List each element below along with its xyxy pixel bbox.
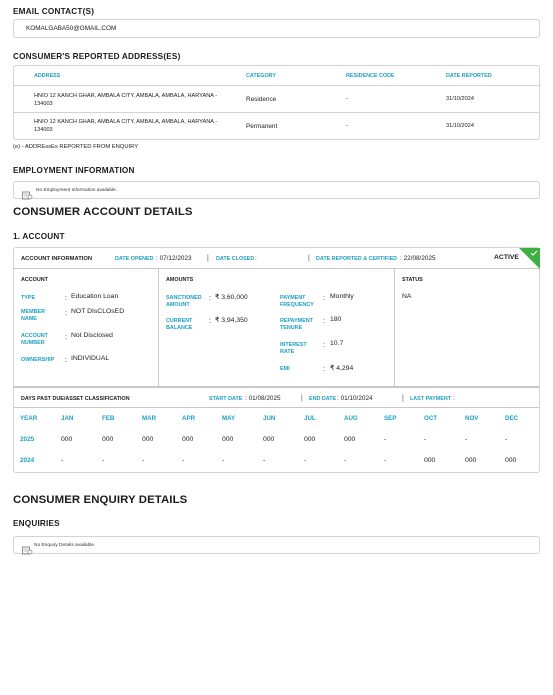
dpd-cell: 000: [102, 436, 114, 443]
dpd-cell: -: [182, 457, 185, 464]
dpd-year: 2025: [20, 436, 35, 443]
dpd-cell: -: [142, 457, 145, 464]
address-date: 31/10/2024: [446, 96, 474, 102]
dpd-cell: -: [384, 457, 387, 464]
dpd-cell: -: [263, 457, 266, 464]
dpd-cell: -: [505, 436, 508, 443]
current-balance-label: CURRENT BALANCE: [166, 318, 193, 331]
address-category: Residence: [246, 96, 277, 103]
address-table-header: [14, 66, 539, 86]
account-info-label: ACCOUNT INFORMATION: [21, 256, 93, 262]
month-header: JAN: [61, 415, 74, 422]
amounts-column-title: AMOUNTS: [166, 277, 194, 283]
amounts-column: AMOUNTS SANCTIONED AMOUNT : ₹ 3,60,000 CURRENT BALANCE : ₹ 3,94,350 PAYMENT FREQUENCY : Monthly REPAYMENT TENURE : 180 INTEREST RATE : 10.7 EMI : ₹ 4,294: [159, 269, 395, 386]
account-card: [13, 247, 540, 473]
enquiries-subtitle: ENQUIRIES: [13, 519, 60, 528]
address-residence-code: -: [346, 123, 348, 129]
status-badge: ACTIVE: [494, 254, 519, 261]
last-payment-label: LAST PAYMENT: [410, 396, 452, 402]
email-box: [13, 19, 540, 38]
month-header: JUN: [263, 415, 276, 422]
table-row: [14, 113, 539, 140]
dpd-year-row: [14, 457, 539, 467]
col-address: ADDRESS: [34, 73, 61, 79]
dpd-cell: 000: [263, 436, 275, 443]
month-header: APR: [182, 415, 196, 422]
start-date-label: START DATE: [209, 396, 243, 402]
dpd-year: 2024: [20, 457, 35, 464]
dpd-cell: -: [61, 457, 64, 464]
date-reported-label: DATE REPORTED & CERTIFIED: [316, 256, 398, 262]
account-column-title: ACCOUNT: [21, 277, 48, 283]
month-header: JUL: [304, 415, 316, 422]
ownership-label: OWNERSHIP: [21, 357, 55, 363]
emi-label: EMI: [280, 366, 290, 372]
start-date-value: 01/08/2025: [248, 395, 281, 402]
account-number-value: Not Disclosed: [71, 332, 113, 339]
month-header: YEAR: [20, 415, 38, 422]
month-header: SEP: [384, 415, 397, 422]
dpd-label: DAYS PAST DUE/ASSET CLASSIFICATION: [21, 396, 130, 402]
dpd-cell: 000: [182, 436, 194, 443]
dpd-cell: -: [102, 457, 105, 464]
document-empty-icon: [22, 542, 33, 560]
status-column: [395, 269, 539, 386]
dpd-cell: 000: [465, 457, 477, 464]
member-label: MEMBER NAME: [21, 309, 45, 322]
month-header: AUG: [344, 415, 358, 422]
email-section-title: EMAIL CONTACT(S): [13, 7, 95, 16]
dpd-cell: -: [424, 436, 427, 443]
sanctioned-label: SANCTIONED AMOUNT: [166, 295, 202, 308]
interest-rate-value: 10.7: [330, 340, 344, 347]
date-opened-value: 07/12/2023: [159, 255, 192, 262]
dpd-cell: 000: [304, 436, 316, 443]
end-date-label: END DATE: [309, 396, 337, 402]
dpd-year-row: [14, 436, 539, 446]
emi-value: ₹ 4,294: [330, 365, 354, 372]
dpd-cell: -: [222, 457, 225, 464]
dpd-months-row: [14, 415, 539, 425]
address-category: Permanent: [246, 123, 278, 130]
member-value: NOT DIsCLOsED: [71, 308, 125, 315]
dpd-cell: 000: [344, 436, 356, 443]
dpd-cell: -: [344, 457, 347, 464]
dpd-grid: [14, 409, 539, 473]
account-details-title: CONSUMER ACCOUNT DETAILS: [13, 206, 193, 218]
current-balance-value: ₹ 3,94,350: [215, 317, 248, 324]
col-category: CATEGORY: [246, 73, 276, 79]
employment-section-title: EMPLOYMENT INFORMATION: [13, 166, 135, 175]
dpd-header: DAYS PAST DUE/ASSET CLASSIFICATION START DATE : 01/08/2025 | END DATE : 01/10/2024 | LAST PAYMENT :: [14, 386, 539, 408]
status-value: NA: [402, 293, 412, 300]
dpd-cell: 000: [424, 457, 436, 464]
col-residence-code: RESIDENCE CODE: [346, 73, 395, 79]
repayment-tenure-label: REPAYMENT TENURE: [280, 318, 313, 331]
interest-rate-label: INTEREST RATE: [280, 342, 307, 355]
address-text: HNIO 12 KANCH GHAR, AMBALA CITY, AMBALA, AMBALA, HARYANA - 134003: [34, 119, 218, 133]
dpd-cell: 000: [505, 457, 517, 464]
account-column: ACCOUNT TYPE : Education Loan MEMBER NAME : NOT DIsCLOsED ACCOUNT NUMBER : Not Disclosed OWNERSHIP : INDIVIDUAL: [14, 269, 159, 386]
ownership-value: INDIVIDUAL: [71, 355, 110, 362]
month-header: FEB: [102, 415, 115, 422]
document-empty-icon: [22, 187, 33, 205]
dpd-cell: -: [384, 436, 387, 443]
col-date-reported: DATE REPORTED: [446, 73, 492, 79]
enquiry-details-title: CONSUMER ENQUIRY DETAILS: [13, 494, 188, 506]
address-footnote: (e) - ADDREssEs REPORTED FROM ENQUIRY: [13, 144, 139, 150]
end-date-value: 01/10/2024: [340, 395, 373, 402]
type-label: TYPE: [21, 295, 36, 301]
email-value: KOMALGABA50@GMAIL.COM: [26, 25, 117, 32]
dpd-cell: -: [465, 436, 468, 443]
enquiry-empty-text: No Enquiry Details available.: [34, 543, 96, 548]
status-column-title: STATUS: [402, 277, 423, 283]
address-section-title: CONSUMER'S REPORTED ADDRESS(ES): [13, 52, 181, 61]
month-header: MAR: [142, 415, 157, 422]
table-row: [14, 86, 539, 113]
address-date: 31/10/2024: [446, 123, 474, 129]
repayment-tenure-value: 180: [330, 316, 342, 323]
payment-frequency-label: PAYMENT FREQUENCY: [280, 295, 314, 308]
account-header: ACCOUNT INFORMATION DATE OPENED : 07/12/2023 | DATE CLOSED : | DATE REPORTED & CERTIFIED : 22/08/2025 ACTIVE: [14, 248, 539, 269]
check-icon: [519, 248, 540, 269]
month-header: NOV: [465, 415, 479, 422]
dpd-cell: 000: [61, 436, 73, 443]
date-opened-label: DATE OPENED: [115, 256, 154, 262]
dpd-cell: 000: [142, 436, 154, 443]
employment-box: [13, 181, 540, 199]
date-closed-label: DATE CLOSED: [216, 256, 255, 262]
type-value: Education Loan: [71, 293, 119, 300]
enquiry-box: [13, 536, 540, 554]
sanctioned-value: ₹ 3,60,000: [215, 294, 248, 301]
address-text: HNIO 12 KANCH GHAR, AMBALA CITY, AMBALA, AMBALA, HARYANA - 134003: [34, 93, 218, 107]
account-subtitle: 1. ACCOUNT: [13, 232, 65, 241]
month-header: DEC: [505, 415, 519, 422]
employment-empty-text: No Employment Information available.: [36, 188, 118, 193]
dpd-cell: -: [304, 457, 307, 464]
date-reported-value: 22/08/2025: [403, 255, 436, 262]
month-header: OCT: [424, 415, 438, 422]
dpd-cell: 000: [222, 436, 234, 443]
month-header: MAY: [222, 415, 236, 422]
payment-frequency-value: Monthly: [330, 293, 354, 300]
account-number-label: ACCOUNT NUMBER: [21, 333, 48, 346]
address-residence-code: -: [346, 96, 348, 102]
address-table: [13, 65, 540, 140]
